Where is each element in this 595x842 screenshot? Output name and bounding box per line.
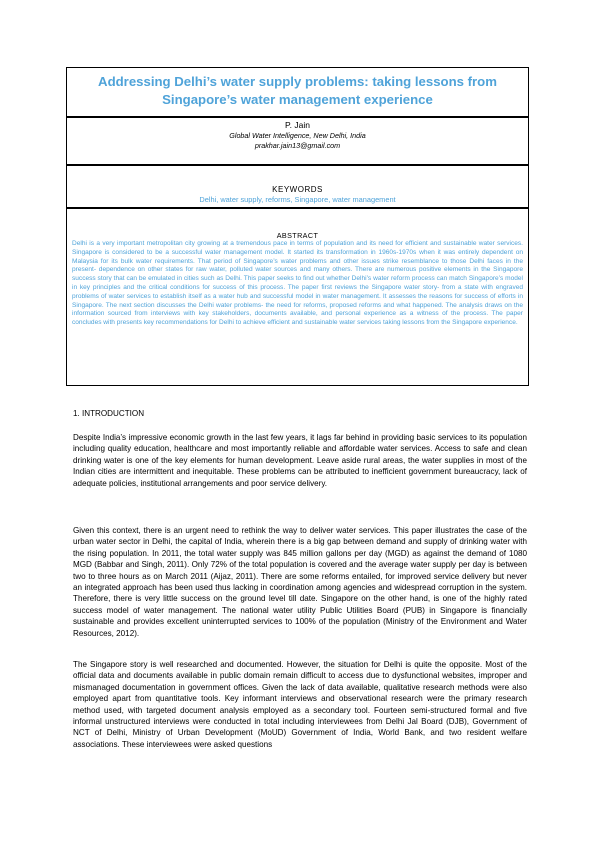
keywords-heading: KEYWORDS xyxy=(272,185,323,194)
author-box xyxy=(66,117,529,165)
abstract-heading: ABSTRACT xyxy=(276,231,319,240)
author-affiliation: Global Water Intelligence, New Delhi, India xyxy=(229,131,366,140)
body-paragraph: The Singapore story is well researched and documented. However, the situation for Delhi is quite the opposite. Most of the official data and documents available in public domain remain difficult to access due to dysfunctional websites, improper and mismanaged documentation in government offices. Given the lack of data available, qualitative research methods were also employed apart from quantitative tools. Key informant interviews and observational research were the primary research method used, with targeted document analysis employed as a secondary tool. Fourteen semi-structured formal and five informal unstructured interviews were conducted in total including interviewees from Delhi Jal Board (DJB), Government of NCT of Delhi, Ministry of Urban Development (MoUD) Government of India, World Bank, and two resident welfare associations. These interviewees were asked questions xyxy=(73,660,527,749)
title-box xyxy=(66,67,529,117)
abstract-text: Delhi is a very important metropolitan city growing at a tremendous pace in terms of population and its need for efficient and sustainable water services. Singapore is considered to be a successful water management model. It started its transformation in 1960s-1970s when it was entirely dependent on Malaysia for its bulk water requirements. That period of Singapore’s water problems and other issues strike resemblance to those Delhi faces in the present- dependence on other states for raw water, polluted water sources and many others. There are numerous positive elements in the Singapore success story that can be emulated in cities such as Delhi. This paper seeks to find out whether Delhi’s water reform process can match Singapore’s model in key principles and the critical conditions for success of this process. The paper first reviews the Singapore water story- from a state with engraved problems of water services to establish itself as a water hub and successful model in water management. It assesses the reasons for success of efforts in Singapore. The next section discusses the Delhi water problems- the need for reforms, proposed reforms and what happened. The analysis draws on the information sourced from interviews with key stakeholders, documents available, and personal experience as a witness of the process. The paper concludes with presents key recommendations for Delhi to achieve efficient and sustainable water services taking lessons from the Singapore experience. xyxy=(72,240,523,327)
keywords-box xyxy=(66,165,529,208)
paper-title: Addressing Delhi’s water supply problems: taking lessons from Singapore’s water management experience xyxy=(98,74,497,107)
keywords-text: Delhi, water supply, reforms, Singapore, water management xyxy=(199,195,396,204)
author-email: prakhar.jain13@gmail.com xyxy=(254,141,341,150)
body-paragraph: Given this context, there is an urgent need to rethink the way to deliver water services. This paper illustrates the case of the urban water sector in Delhi, the capital of India, wherein there is a big gap between demand and supply of drinking water with the rising population. In 2011, the total water supply was 845 million gallons per day (MGD) as against the demand of 1080 MGD (Babbar and Singh, 2011). Only 72% of the total population is covered and the average water supply per day is between two to three hours as on March 2011 (Aijaz, 2011). There are some reforms entailed, for improved service delivery but never an integrated approach has been used thus lacking in coordination among agencies and widespread corruption in the system. Therefore, there is very little success on the ground level till date. Singapore on the other hand, is one of the highly rated success model of water management. The national water utility Public Utilities Board (PUB) in Singapore is financially sustainable and provides excellent uninterrupted services to 100% of the population (Ministry of the Environment and Water Resources, 2012). xyxy=(73,526,527,638)
section-heading: 1. INTRODUCTION xyxy=(73,409,145,418)
author-name: P. Jain xyxy=(285,120,310,130)
body-paragraph: Despite India’s impressive economic growth in the last few years, it lags far behind in providing basic services to its population including quality education, healthcare and most importantly reliable and affordable water services. Access to safe and clean drinking water is one of the key elements for human development. Leave aside rural areas, the water supplies in most of the Indian cities are intermittent and inequitable. These problems can be attributed to inefficient government bureaucracy, lack of adequate policies, institutional arrangements and poor service delivery. xyxy=(73,433,527,488)
abstract-box xyxy=(66,208,529,386)
